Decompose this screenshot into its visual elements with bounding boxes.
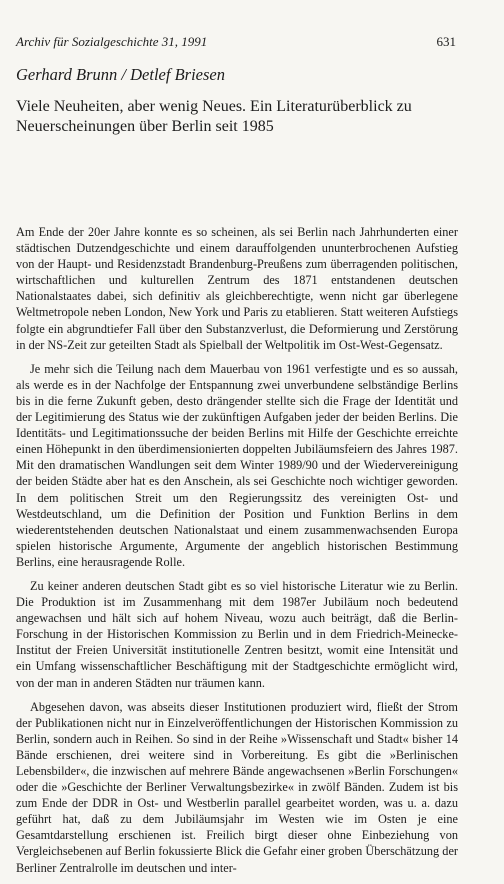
paragraph: Je mehr sich die Teilung nach dem Mauerbau von 1961 verfestigte und es so aussah, als werde es in der Nachfolge der Entspannung zwei unverbundene selbständige Berlins bis in die ferne Zukunft geben, desto drängender stellte sich die Frage der Identität und der Legitimierung des Status wie der zukünftigen Aufgaben jeder der beiden Berlins. Die Identitäts- und Legitimationssuche der beiden Berlins mit Hilfe der Geschichte erreichte einen Höhepunkt in den überdimensionierten doppelten Jubiläumsfeiern des Jahres 1987. Mit den dramatischen Wandlungen seit dem Winter 1989/90 und der Wiedervereinigung der beiden Städte aber hat es den Anschein, als sei Geschichte noch wichtiger geworden. In dem politischen Streit um den Regierungssitz des vereinigten Ost- und Westdeutschland, um die Definition der Position und Funktion Berlins in dem wiederentstehenden deutschen Nationalstaat und einem zusammenwachsenden Europa spielen historische Argumente, Argumente der angeblich historischen Bestimmung Berlins, eine herausragende Rolle.	[16, 361, 458, 569]
article-body	[16, 224, 458, 884]
article-title: Viele Neuheiten, aber wenig Neues. Ein Literaturüberblick zu Neuerscheinungen über Berlin seit 1985	[16, 98, 412, 135]
paragraph: Zu keiner anderen deutschen Stadt gibt es so viel historische Literatur wie zu Berlin. Die Produktion ist im Zusammenhang mit dem 1987er Jubiläum noch bedeutend angewachsen und hält sich auf hohem Niveau, wozu auch beiträgt, daß die Berlin-Forschung in der Historischen Kommission zu Berlin und in dem Friedrich-Meinecke-Institut der Freien Universität institutionelle Zentren besitzt, womit eine Intensität und ein Umfang wissenschaftlicher Beschäftigung mit der Stadtgeschichte ermöglicht wird, von der man in anderen Städten nur träumen kann.	[16, 578, 458, 690]
paragraph: Am Ende der 20er Jahre konnte es so scheinen, als sei Berlin nach Jahrhunderten einer städtischen Dutzendgeschichte und einem darauffolgenden ununterbrochenen Aufstieg von der Haupt- und Residenzstadt Brandenburg-Preußens zum überragenden politischen, wirtschaftlichen und kulturellen Zentrum des 1871 entstandenen deutschen Nationalstaates dabei, sich definitiv als gleichberechtigte, wenn nicht gar überlegene Weltmetropole neben London, New York und Paris zu etablieren. Statt weiteren Aufstiegs folgte ein abgrundtiefer Fall über den Substanzverlust, die Deformierung und Zerstörung in der NS-Zeit zur geteilten Stadt als Spielball der Weltpolitik im Ost-West-Gegensatz.	[16, 225, 458, 352]
running-head	[16, 34, 456, 50]
page-number: 631	[436, 34, 456, 49]
article-authors: Gerhard Brunn / Detlef Briesen	[16, 65, 225, 84]
journal-citation: Archiv für Sozialgeschichte 31, 1991	[16, 34, 208, 49]
paragraph: Abgesehen davon, was abseits dieser Institutionen produziert wird, fließt der Strom der Publikationen nicht nur in Einzelveröffentlichungen der Historischen Kommission zu Berlin, sondern auch in Reihen. So sind in der Reihe »Wissenschaft und Stadt« bisher 14 Bände erschienen, drei weitere sind in Vorbereitung. Es gibt die »Berlinischen Lebensbilder«, die inzwischen auf mehrere Bände angewachsenen »Berlin Forschungen« oder die »Geschichte der Berliner Verwaltungsbezirke« in zwölf Bänden. Zudem ist bis zum Ende der DDR in Ost- und Westberlin parallel gearbeitet worden, was u. a. dazu geführt hat, daß zu dem Jubiläumsjahr im Westen wie im Osten je eine Gesamtdarstellung erschienen ist. Freilich birgt dieser ohne Einbeziehung von Vergleichsebenen auf Berlin fokussierte Blick die Gefahr einer groben Überschätzung der Berliner Zentralrolle im deutschen und inter-	[16, 699, 458, 875]
